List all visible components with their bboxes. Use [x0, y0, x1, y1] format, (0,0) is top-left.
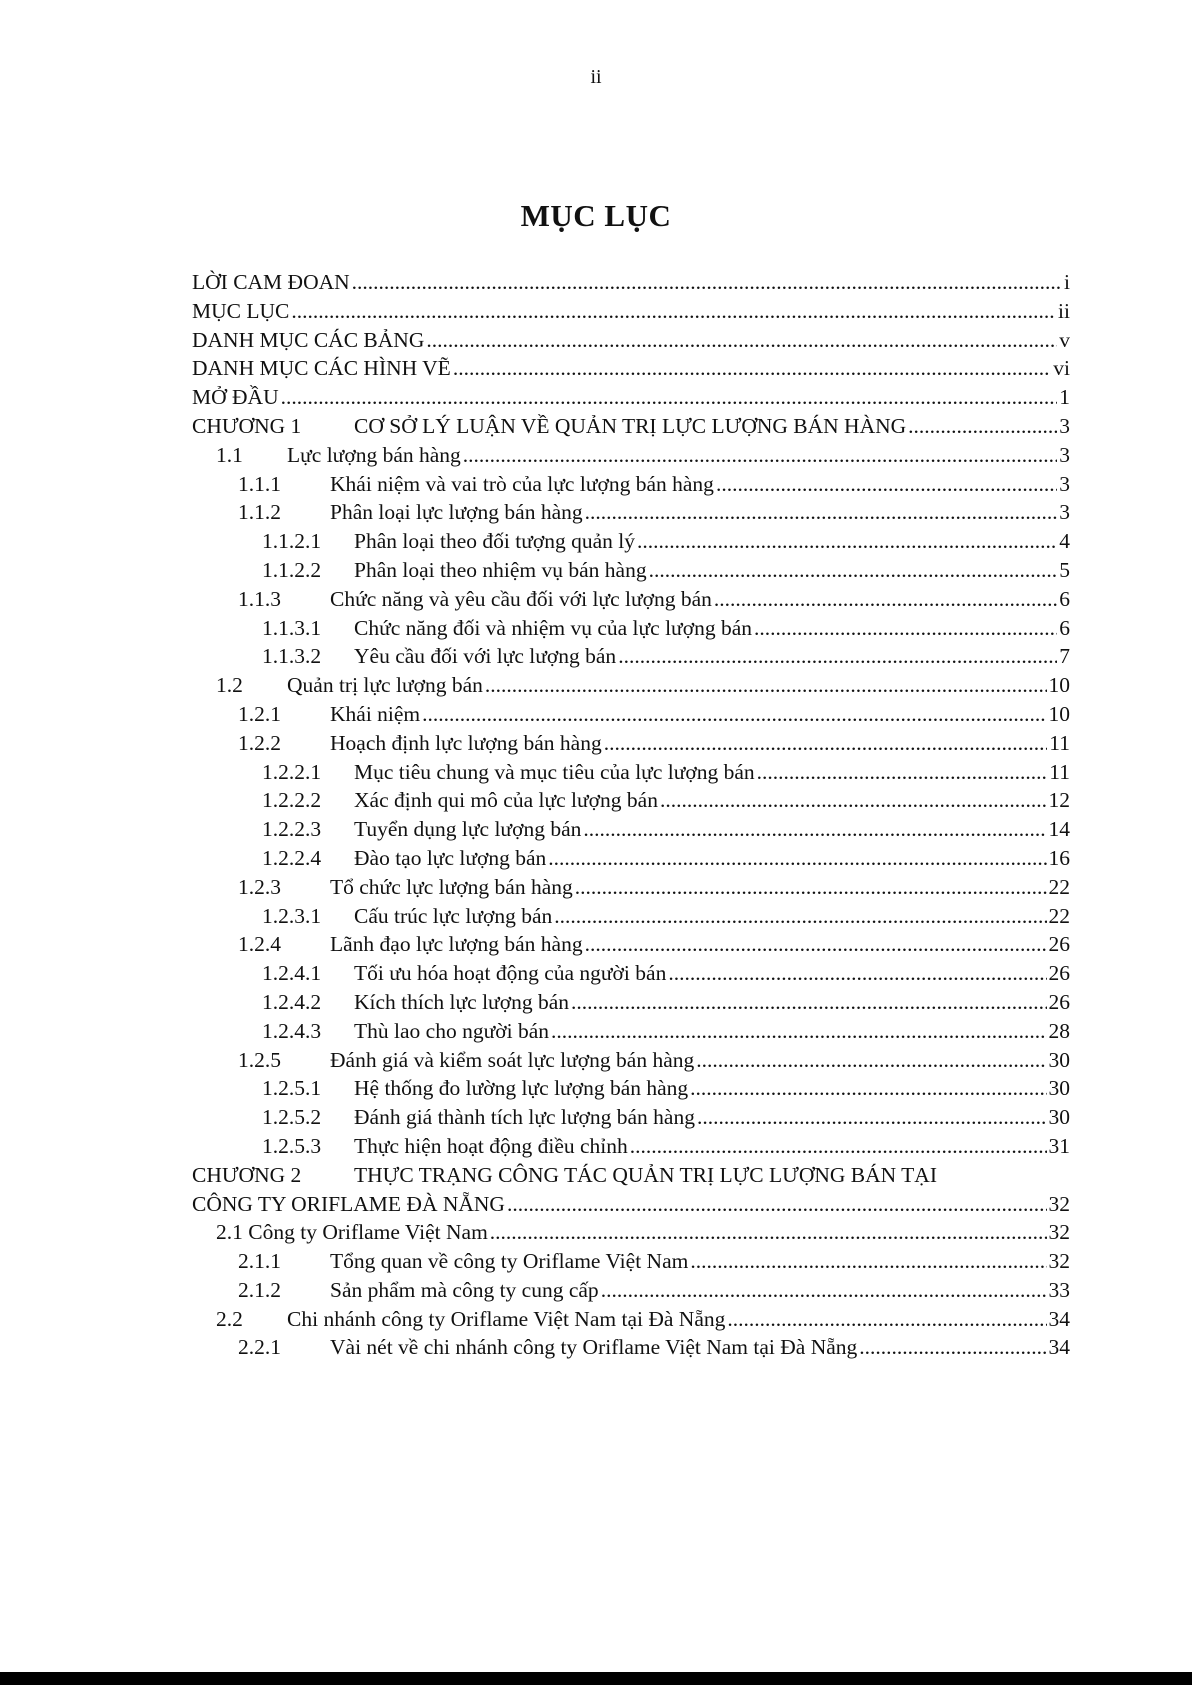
toc-entry-number: 2.2 [216, 1306, 243, 1331]
toc-leader-dots [585, 498, 1058, 527]
toc-entry-title: CƠ SỞ LÝ LUẬN VỀ QUẢN TRỊ LỰC LƯỢNG BÁN HÀNG [354, 413, 907, 438]
toc-entry[interactable] [192, 1333, 1070, 1362]
toc-entry-title: Chức năng và yêu cầu đối với lực lượng bán [330, 586, 712, 611]
toc-entry-title: Hệ thống đo lường lực lượng bán hàng [354, 1076, 689, 1101]
toc-entry-title: Đào tạo lực lượng bán [354, 845, 547, 870]
toc-entry-title: CÔNG TY ORIFLAME ĐÀ NẴNG [192, 1191, 505, 1216]
toc-leader-dots [697, 1103, 1047, 1132]
toc-entry-title: Tối ưu hóa hoạt động của người bán [354, 961, 667, 986]
toc-leader-dots [575, 873, 1047, 902]
toc-entry-page: vi [1053, 356, 1070, 381]
toc-entry-number: CHƯƠNG 2 [192, 1162, 302, 1187]
toc-entry[interactable] [192, 729, 1070, 758]
toc-leader-dots [551, 1017, 1047, 1046]
toc-entry-title: Khái niệm và vai trò của lực lượng bán hàng [330, 471, 714, 496]
toc-entry-number: 1.2.2.4 [262, 845, 322, 870]
toc-leader-dots [291, 297, 1056, 326]
toc-entry[interactable] [192, 470, 1070, 499]
toc-entry-title: MỞ ĐẦU [192, 385, 279, 410]
toc-entry-title: THỰC TRẠNG CÔNG TÁC QUẢN TRỊ LỰC LƯỢNG BÁN TẠI [354, 1162, 937, 1187]
toc-entry-number: 1.2.4.1 [262, 961, 322, 986]
toc-leader-dots [859, 1333, 1046, 1362]
toc-entry-page: 30 [1048, 1105, 1070, 1130]
toc-entry[interactable] [192, 1161, 1070, 1190]
toc-entry-number: 1.2.3.1 [262, 903, 322, 928]
toc-entry[interactable] [192, 902, 1070, 931]
toc-entry[interactable] [192, 1218, 1070, 1247]
toc-entry[interactable] [192, 556, 1070, 585]
toc-entry[interactable] [192, 758, 1070, 787]
toc-leader-dots [716, 470, 1057, 499]
toc-leader-dots [463, 441, 1057, 470]
toc-leader-dots [426, 326, 1057, 355]
toc-entry[interactable] [192, 441, 1070, 470]
toc-entry-title: Xác định qui mô của lực lượng bán [354, 788, 658, 813]
toc-entry-page: 11 [1049, 730, 1070, 755]
toc-entry-title: Chức năng đối và nhiệm vụ của lực lượng bán [354, 615, 753, 640]
toc-entry-page: 28 [1048, 1018, 1070, 1043]
toc-entry-title: Tổng quan về công ty Oriflame Việt Nam [330, 1249, 689, 1274]
toc-entry[interactable] [192, 988, 1070, 1017]
toc-leader-dots [604, 729, 1048, 758]
toc-entry-number: 1.2.1 [238, 701, 281, 726]
toc-entry-number: 1.2.4 [238, 932, 281, 957]
toc-entry-number: 2.1.1 [238, 1249, 281, 1274]
toc-leader-dots [690, 1247, 1046, 1276]
toc-entry-page: 22 [1048, 903, 1070, 928]
toc-entry[interactable] [192, 1046, 1070, 1075]
toc-entry-number: 1.2.5 [238, 1047, 281, 1072]
toc-entry-page: 3 [1059, 442, 1070, 467]
toc-entry-page: 3 [1059, 471, 1070, 496]
toc-entry[interactable] [192, 815, 1070, 844]
toc-entry-page: 1 [1059, 385, 1070, 410]
toc-entry[interactable] [192, 1305, 1070, 1334]
toc-entry[interactable] [192, 498, 1070, 527]
toc-entry-page: 16 [1048, 845, 1070, 870]
toc-entry-page: 31 [1048, 1133, 1070, 1158]
toc-leader-dots [618, 642, 1057, 671]
toc-entry-page: 11 [1049, 759, 1070, 784]
toc-entry-number: 1.2.5.3 [262, 1133, 322, 1158]
toc-leader-dots [422, 700, 1046, 729]
toc-entry[interactable] [192, 268, 1070, 297]
toc-leader-dots [714, 585, 1057, 614]
toc-entry-title: Quản trị lực lượng bán [287, 673, 483, 698]
toc-leader-dots [637, 527, 1057, 556]
toc-leader-dots [690, 1074, 1046, 1103]
toc-leader-dots [649, 556, 1058, 585]
toc-entry-title: Phân loại theo nhiệm vụ bán hàng [354, 557, 647, 582]
toc-entry-number: 1.2.4.2 [262, 989, 322, 1014]
toc-entry-number: 1.2 [216, 673, 243, 698]
toc-entry[interactable] [192, 930, 1070, 959]
toc-entry-title: Phân loại theo đối tượng quản lý [354, 529, 635, 554]
toc-entry-title: Lực lượng bán hàng [287, 442, 461, 467]
toc-entry[interactable] [192, 585, 1070, 614]
toc-entry[interactable] [192, 1190, 1070, 1219]
toc-entry-page: 10 [1048, 701, 1070, 726]
toc-entry-page: 26 [1048, 961, 1070, 986]
toc-leader-dots [571, 988, 1047, 1017]
toc-entry-page: 33 [1048, 1277, 1070, 1302]
toc-entry[interactable] [192, 1103, 1070, 1132]
toc-entry[interactable] [192, 700, 1070, 729]
toc-leader-dots [507, 1190, 1047, 1219]
toc-entry[interactable] [192, 844, 1070, 873]
toc-leader-dots [548, 844, 1046, 873]
toc-entry[interactable] [192, 642, 1070, 671]
toc-entry-page: 6 [1059, 615, 1070, 640]
toc-entry-title: Phân loại lực lượng bán hàng [330, 500, 583, 525]
toc-entry[interactable] [192, 412, 1070, 441]
toc-entry-page: ii [1058, 298, 1070, 323]
toc-entry-page: 10 [1048, 673, 1070, 698]
toc-entry-title: Đánh giá và kiểm soát lực lượng bán hàng [330, 1047, 695, 1072]
page-number: ii [590, 66, 602, 88]
toc-leader-dots [668, 959, 1046, 988]
toc-entry[interactable] [192, 1247, 1070, 1276]
toc-entry-page: 32 [1048, 1191, 1070, 1216]
toc-entry-title: Yêu cầu đối với lực lượng bán [354, 644, 617, 669]
toc-entry[interactable] [192, 873, 1070, 902]
toc-entry-number: 1.2.4.3 [262, 1018, 322, 1043]
toc-entry-page: 3 [1059, 413, 1070, 438]
toc-entry-page: 22 [1048, 874, 1070, 899]
toc-entry-number: 1.2.5.2 [262, 1105, 322, 1130]
toc-entry-number: 1.2.2.2 [262, 788, 322, 813]
toc-entry-number: 1.1.2.1 [262, 529, 322, 554]
toc-entry-title: Cấu trúc lực lượng bán [354, 903, 553, 928]
toc-entry-title: Thù lao cho người bán [354, 1018, 549, 1043]
toc-entry-page: 30 [1048, 1047, 1070, 1072]
toc-entry-page: 5 [1059, 557, 1070, 582]
toc-entry-page: 26 [1048, 932, 1070, 957]
toc-entry[interactable] [192, 527, 1070, 556]
toc-entry-page: 34 [1048, 1306, 1070, 1331]
toc-leader-dots [585, 930, 1047, 959]
toc-entry[interactable] [192, 383, 1070, 412]
toc-entry-page: 6 [1059, 586, 1070, 611]
toc-entry-title: Mục tiêu chung và mục tiêu của lực lượng bán [354, 759, 755, 784]
toc-leader-dots [601, 1276, 1047, 1305]
toc-entry-title: Đánh giá thành tích lực lượng bán hàng [354, 1105, 695, 1130]
toc-entry-number: 1.1.1 [238, 471, 281, 496]
toc-leader-dots [757, 758, 1048, 787]
toc-entry[interactable] [192, 786, 1070, 815]
toc-entry-title: Kích thích lực lượng bán [354, 989, 569, 1014]
toc-entry-page: 34 [1048, 1335, 1070, 1360]
toc-entry-title: Lãnh đạo lực lượng bán hàng [330, 932, 583, 957]
toc-leader-dots [908, 412, 1057, 441]
toc-entry-number: 1.1 [216, 442, 243, 467]
toc-leader-dots [485, 671, 1047, 700]
toc-entry[interactable] [192, 1074, 1070, 1103]
toc-leader-dots [630, 1132, 1047, 1161]
toc-entry-title: LỜI CAM ĐOAN [192, 270, 350, 294]
toc-leader-dots [281, 383, 1058, 412]
toc-entry[interactable] [192, 326, 1070, 355]
toc-entry-title: Tuyển dụng lực lượng bán [354, 817, 582, 842]
toc-entry-number: 1.2.3 [238, 874, 281, 899]
table-of-contents [192, 268, 1070, 1362]
toc-leader-dots [453, 354, 1051, 383]
toc-leader-dots [554, 902, 1046, 931]
toc-entry-page: 32 [1048, 1220, 1070, 1245]
toc-entry[interactable] [192, 354, 1070, 383]
toc-entry-number: 1.1.3.1 [262, 615, 322, 640]
toc-entry-number: 1.1.2.2 [262, 557, 322, 582]
toc-entry-number: 1.2.2.3 [262, 817, 322, 842]
toc-entry-number: 1.1.3 [238, 586, 281, 611]
toc-leader-dots [660, 786, 1047, 815]
toc-entry-title: DANH MỤC CÁC HÌNH VẼ [192, 356, 451, 381]
toc-entry-title: DANH MỤC CÁC BẢNG [192, 327, 425, 352]
toc-entry[interactable] [192, 959, 1070, 988]
toc-leader-dots [352, 268, 1062, 297]
toc-entry-title: Hoạch định lực lượng bán hàng [330, 730, 602, 755]
toc-entry-page: 12 [1048, 788, 1070, 813]
toc-entry-page: 7 [1059, 644, 1070, 669]
toc-entry-page: 32 [1048, 1249, 1070, 1274]
toc-entry-title: 2.1 Công ty Oriflame Việt Nam [216, 1220, 488, 1245]
toc-entry-page: 3 [1059, 500, 1070, 525]
toc-entry[interactable] [192, 1017, 1070, 1046]
toc-entry-number: 1.2.5.1 [262, 1076, 322, 1101]
toc-entry-number: 2.1.2 [238, 1277, 281, 1302]
toc-entry-number: 1.1.3.2 [262, 644, 322, 669]
toc-entry-page: i [1064, 270, 1070, 294]
toc-entry-page: 14 [1048, 817, 1070, 842]
toc-entry-title: Vài nét về chi nhánh công ty Oriflame Việt Nam tại Đà Nẵng [330, 1335, 858, 1360]
toc-entry-number: 1.2.2.1 [262, 759, 322, 784]
toc-leader-dots [696, 1046, 1046, 1075]
toc-entry-title: Khái niệm [330, 701, 421, 726]
toc-entry[interactable] [192, 297, 1070, 326]
page-bottom-edge [0, 1672, 1192, 1685]
toc-entry-page: 4 [1059, 529, 1070, 554]
toc-entry-number: 1.2.2 [238, 730, 281, 755]
toc-entry-page: 30 [1048, 1076, 1070, 1101]
page-title: MỤC LỤC [520, 198, 672, 233]
toc-entry-page: v [1059, 327, 1070, 352]
toc-entry[interactable] [192, 1276, 1070, 1305]
toc-leader-dots [754, 614, 1057, 643]
toc-entry-page: 26 [1048, 989, 1070, 1014]
toc-entry-number: CHƯƠNG 1 [192, 413, 302, 438]
toc-entry-title: Thực hiện hoạt động điều chỉnh [354, 1133, 628, 1158]
toc-entry-title: MỤC LỤC [192, 298, 290, 323]
toc-leader-dots [490, 1218, 1047, 1247]
toc-leader-dots [727, 1305, 1046, 1334]
toc-entry[interactable] [192, 671, 1070, 700]
toc-entry[interactable] [192, 1132, 1070, 1161]
toc-entry-number: 2.2.1 [238, 1335, 281, 1360]
toc-entry-number: 1.1.2 [238, 500, 281, 525]
toc-entry-title: Tổ chức lực lượng bán hàng [330, 874, 573, 899]
toc-entry-title: Sản phẩm mà công ty cung cấp [330, 1277, 599, 1302]
toc-leader-dots [583, 815, 1046, 844]
toc-entry[interactable] [192, 614, 1070, 643]
toc-entry-title: Chi nhánh công ty Oriflame Việt Nam tại Đà Nẵng [287, 1306, 726, 1331]
